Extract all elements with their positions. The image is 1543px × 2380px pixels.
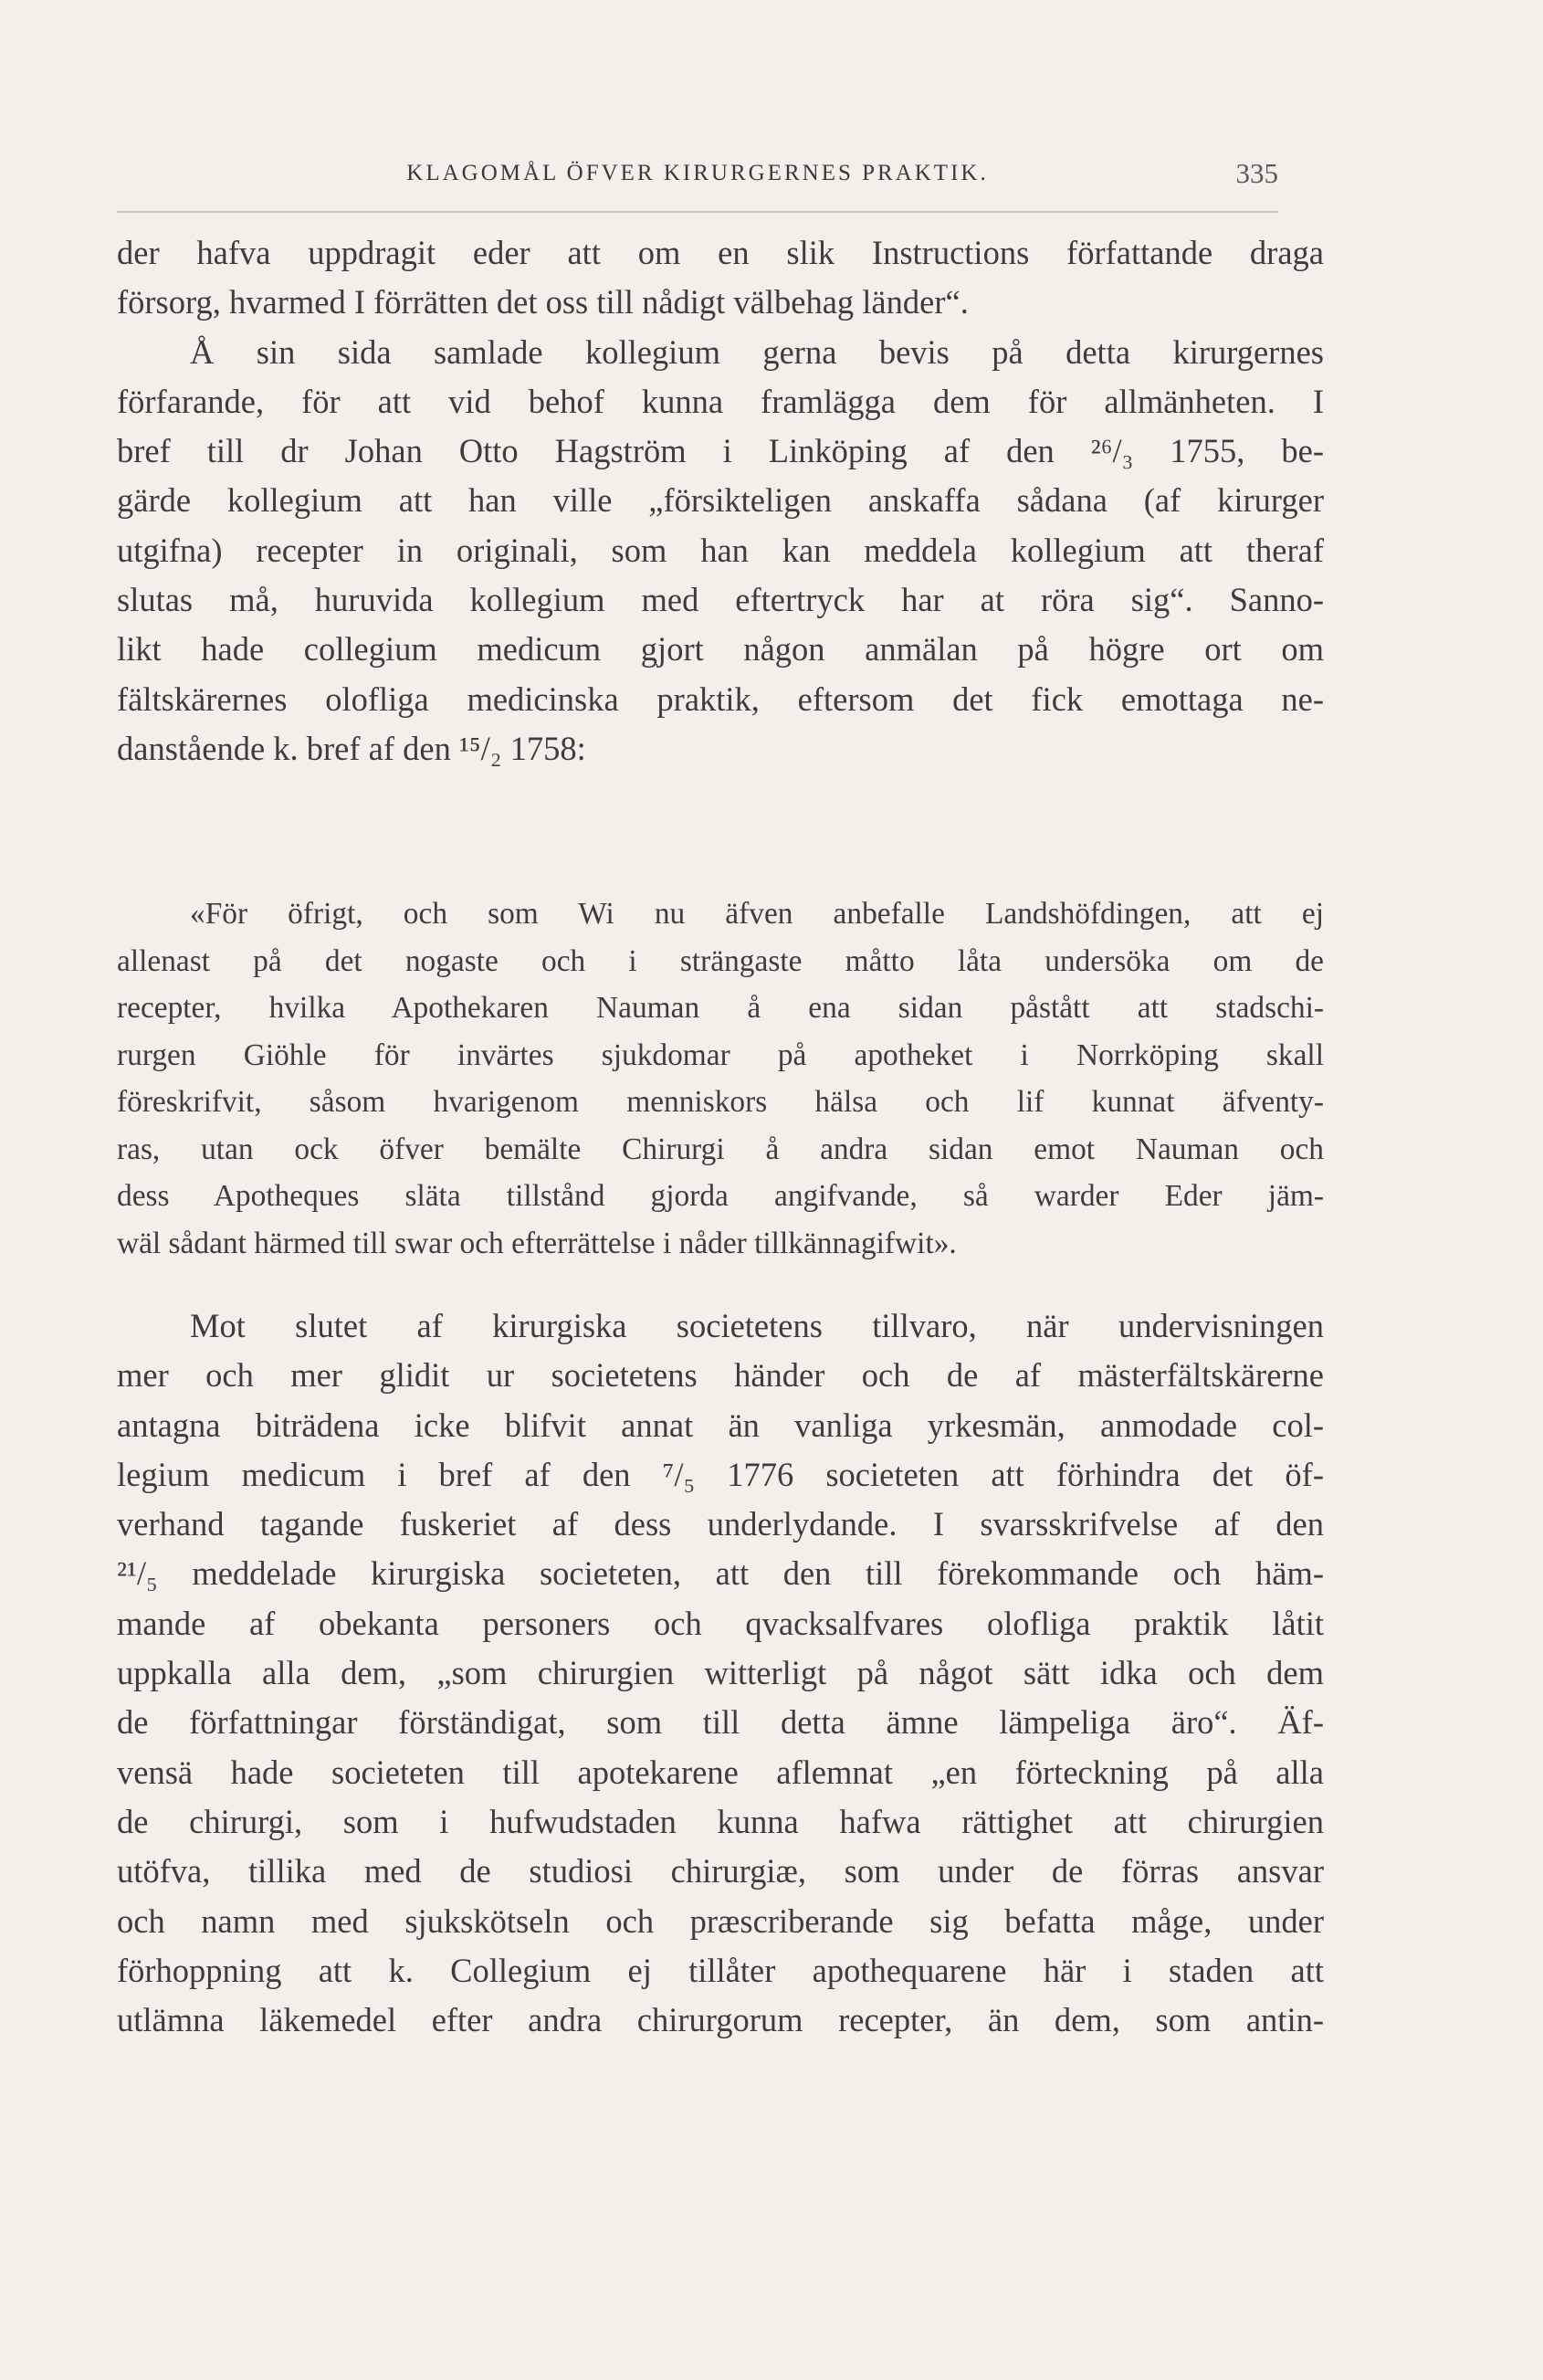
text-line: danstående k. bref af den ¹⁵/₂ 1758: xyxy=(117,729,586,767)
page-header xyxy=(117,157,1278,197)
running-title: KLAGOMÅL ÖFVER KIRURGERNES PRAKTIK. xyxy=(406,161,989,185)
text-line: Mot slutet af kirurgiska societetens tillvaro, när undervisningen xyxy=(190,1307,1324,1344)
quote-line: wäl sådant härmed till swar och efterrättelse i nåder tillkännagifwit». xyxy=(117,1226,957,1260)
text-line: fältskärernes olofliga medicinska praktik, eftersom det fick emottaga ne- xyxy=(117,679,1324,718)
text-line: Å sin sida samlade kollegium gerna bevis på detta kirurgernes xyxy=(190,332,1324,371)
text-line: och namn med sjukskötseln och præscriberande sig befatta måge, under xyxy=(117,1901,1324,1940)
text-line: utlämna läkemedel efter andra chirurgorum recepter, än dem, som antin- xyxy=(117,2001,1324,2039)
text-line: bref till dr Johan Otto Hagström i Linköping af den ²⁶/₃ 1755, be- xyxy=(117,432,1324,470)
quote-line: recepter, hvilka Apothekaren Nauman å ena sidan påstått att stadschi- xyxy=(117,991,1324,1025)
text-line: försorg, hvarmed I förrätten det oss till nådigt välbehag länder“. xyxy=(117,283,969,321)
text-line: mande af obekanta personers och qvacksalfvares olofliga praktik låtit xyxy=(117,1604,1324,1642)
body-text xyxy=(117,228,1324,774)
text-line: legium medicum i bref af den ⁷/₅ 1776 societeten att förhindra det öf- xyxy=(117,1455,1324,1493)
text-line: förfarande, för att vid behof kunna framlägga dem för allmänheten. I xyxy=(117,382,1324,420)
quote-line: ras, utan ock öfver bemälte Chirurgi å andra sidan emot Nauman och xyxy=(117,1132,1324,1166)
text-line: gärde kollegium att han ville „försikteligen anskaffa sådana (af kirurger xyxy=(117,481,1324,520)
paragraph-2 xyxy=(117,328,1324,774)
paragraph-1 xyxy=(117,228,1324,328)
quote-line: föreskrifvit, såsom hvarigenom menniskors hälsa och lif kunnat äfventy- xyxy=(117,1085,1324,1119)
text-line: de chirurgi, som i hufwudstaden kunna hafwa rättighet att chirurgien xyxy=(117,1802,1324,1840)
quote-line: allenast på det nogaste och i strängaste måtto låta undersöka om de xyxy=(117,943,1324,978)
text-line: förhoppning att k. Collegium ej tillåter apothequarene här i staden att xyxy=(117,1951,1324,1989)
text-line: slutas må, huruvida kollegium med eftertryck har at röra sig“. Sanno- xyxy=(117,581,1324,619)
text-line: utöfva, tillika med de studiosi chirurgiæ, som under de förras ansvar xyxy=(117,1852,1324,1890)
text-line: antagna biträdena icke blifvit annat än vanliga yrkesmän, anmodade col- xyxy=(117,1406,1324,1444)
text-line: likt hade collegium medicum gjort någon anmälan på högre ort om xyxy=(117,630,1324,669)
paragraph-3 xyxy=(117,1301,1324,2045)
quote-line: rurgen Giöhle för invärtes sjukdomar på apotheket i Norrköping skall xyxy=(117,1037,1324,1072)
header-rule xyxy=(117,211,1278,213)
royal-letter-quote xyxy=(117,890,1324,1267)
quote-line: «För öfrigt, och som Wi nu äfven anbefalle Landshöfdingen, att ej xyxy=(190,897,1324,931)
text-line: utgifna) recepter in originali, som han kan meddela kollegium att theraf xyxy=(117,531,1324,569)
text-line: der hafva uppdragit eder att om en slik Instructions författande draga xyxy=(117,234,1324,271)
text-line: mer och mer glidit ur societetens händer och de af mästerfältskärerne xyxy=(117,1356,1324,1395)
text-line: de författningar förständigat, som till detta ämne lämpeliga äro“. Äf- xyxy=(117,1703,1324,1742)
text-line: vensä hade societeten till apotekarene aflemnat „en förteckning på alla xyxy=(117,1753,1324,1791)
text-line: verhand tagande fuskeriet af dess underlydande. I svarsskrifvelse af den xyxy=(117,1505,1324,1543)
quote-line: dess Apotheques släta tillstånd gjorda angifvande, så warder Eder jäm- xyxy=(117,1179,1324,1213)
text-line: ²¹/₅ meddelade kirurgiska societeten, att den till förekommande och häm- xyxy=(117,1554,1324,1593)
text-line: uppkalla alla dem, „som chirurgien witterligt på något sätt idka och dem xyxy=(117,1654,1324,1692)
page-number: 335 xyxy=(1235,157,1278,189)
